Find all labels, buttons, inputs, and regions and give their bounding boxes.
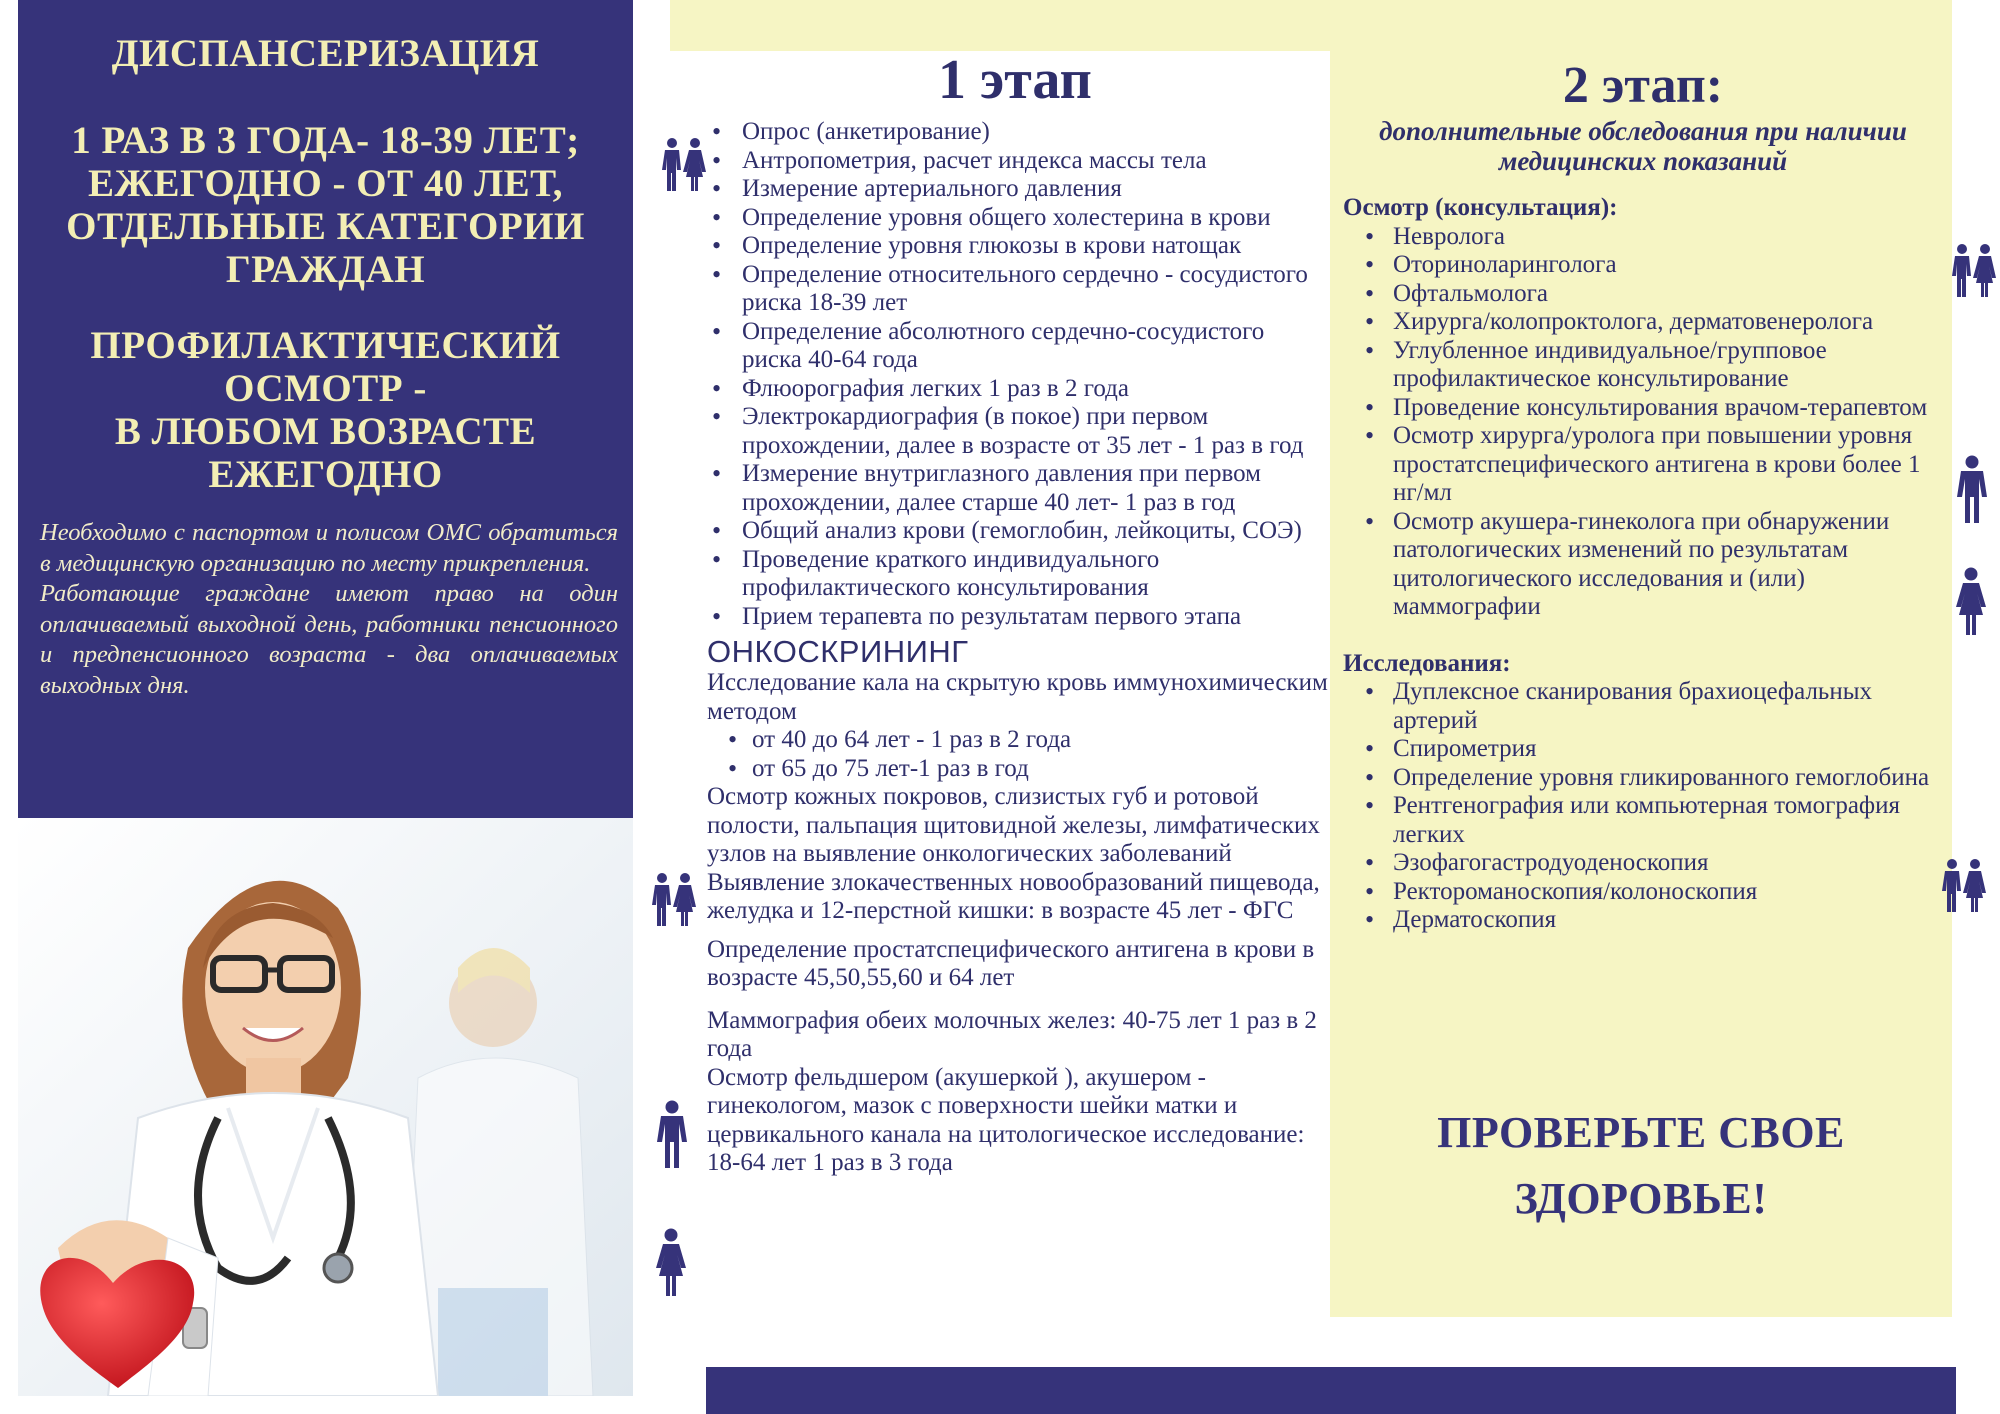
man-icon [655,1100,689,1170]
list-item: • Флюорография легких 1 раз в 2 года [700,375,1330,404]
doctor-illustration [18,818,633,1396]
list-item: • Спирометрия [1343,735,1943,764]
oncoscreening-title: ОНКОСКРИНИНГ [707,634,969,669]
list-item: • Хирурга/колопроктолога, дерматовенеролога [1343,308,1943,337]
heading-line: ПРОФИЛАКТИЧЕСКИЙ [90,324,561,367]
list-item: • Ректороманоскопия/колоноскопия [1343,878,1943,907]
mammography-text: Маммография обеих молочных желез: 40-75 лет 1 раз в 2 года [707,1006,1317,1062]
heading-line: ЕЖЕГОДНО [208,452,443,496]
list-item: • Осмотр хирурга/уролога при повышении уровня простатспецифического антигена в крови более 1 нг/мл [1343,422,1943,508]
woman-icon [652,1228,690,1298]
list-item: • Определение абсолютного сердечно-сосудистого риска 40-64 года [700,318,1330,375]
stage2-column [1343,58,1943,935]
woman-icon [1952,567,1990,637]
man-woman-icon [1940,858,1988,914]
feces-test-list [700,726,1330,783]
heading-line: ОСМОТР - [224,366,427,410]
list-item: • Определение уровня гликированного гемоглобина [1343,764,1943,793]
man-icon [1955,455,1989,525]
list-item: • Определение уровня глюкозы в крови натощак [700,232,1330,261]
list-item: • Измерение внутриглазного давления при первом прохождении, далее старше 40 лет- 1 раз в год [700,460,1330,517]
consultation-list [1343,223,1943,622]
research-list [1343,678,1943,935]
prophylactic-heading [18,325,633,497]
list-item: • Дуплексное сканирования брахиоцефальных артерий [1343,678,1943,735]
list-item: • Проведение краткого индивидуального профилактического консультирования [700,546,1330,603]
list-item: • Измерение артериального давления [700,175,1330,204]
man-woman-icon [1950,243,1998,299]
stage1-title: 1 этап [938,49,1092,111]
list-item: • Определение относительного сердечно - сосудистого риска 18-39 лет [700,261,1330,318]
note-paragraph: Работающие граждане имеют право на один оплачиваемый выходной день, работники пенсионного и предпенсионного возраста - два оплачиваемых выходных дня. [40,580,618,699]
list-item: • Осмотр акушера-гинеколога при обнаружении патологических изменений по результатам цитологического исследования и (или) маммографии [1343,508,1943,622]
stage2-subtitle: дополнительные обследования при наличии медицинских показаний [1379,116,1907,176]
stage2-title: 2 этап: [1562,57,1724,114]
list-item: • от 40 до 64 лет - 1 раз в 2 года [700,726,1330,755]
bottom-navy-bar [706,1367,1956,1414]
list-item: • Антропометрия, расчет индекса массы тела [700,147,1330,176]
callout-line: ПРОВЕРЬТЕ СВОЕ [1437,1108,1845,1157]
consultation-title: Осмотр (консультация): [1343,194,1618,221]
list-item: • Рентгенография или компьютерная томография легких [1343,792,1943,849]
man-woman-icon [650,872,698,928]
heading-line: В ЛЮБОМ ВОЗРАСТЕ [114,409,537,453]
heading-line: ДИСПАНСЕРИЗАЦИЯ [111,32,540,75]
stage1-column [700,50,1330,1178]
list-item: • Оториноларинголога [1343,251,1943,280]
note-paragraph: Необходимо с паспортом и полисом ОМС обратиться в медицинскую организацию по месту прикрепления. [40,519,618,577]
feces-test-text: Исследование кала на скрытую кровь иммунохимическим методом [707,669,1328,725]
esophagus-screening-text: Выявление злокачественных новообразований пищевода, желудка и 12-перстной кишки: в возрасте 45 лет - ФГС [707,868,1320,924]
list-item: • Углубленное индивидуальное/групповое профилактическое консультирование [1343,337,1943,394]
top-yellow-strip [670,0,1952,51]
list-item: • Определение уровня общего холестерина в крови [700,204,1330,233]
gynecology-text: Осмотр фельдшером (акушеркой ), акушером - гинекологом, мазок с поверхности шейки матки и цервикального канала на цитологическое исследование: 18-64 лет 1 раз в 3 года [707,1063,1305,1176]
check-health-callout [1330,1100,1952,1232]
heading-line: 1 РАЗ В 3 ГОДА- 18-39 ЛЕТ; [71,118,580,162]
list-item: • Офтальмолога [1343,280,1943,309]
heading-line: ГРАЖДАН [225,247,426,291]
heading-line: ЕЖЕГОДНО - ОТ 40 ЛЕТ, [87,161,564,205]
dispanserization-heading [18,33,633,291]
man-woman-icon [660,137,708,193]
list-item: • Прием терапевта по результатам первого этапа [700,603,1330,632]
skin-exam-text: Осмотр кожных покровов, слизистых губ и ротовой полости, пальпация щитовидной железы, лимфатических узлов на выявление онкологических заболеваний [707,783,1320,867]
callout-line: ЗДОРОВЬЕ! [1514,1174,1768,1223]
list-item: • Эзофагогастродуоденоскопия [1343,849,1943,878]
research-title: Исследования: [1343,649,1511,677]
list-item: • Невролога [1343,223,1943,252]
list-item: • Проведение консультирования врачом-терапевтом [1343,394,1943,423]
heading-line: ОТДЕЛЬНЫЕ КАТЕГОРИИ [66,204,585,248]
instructions-note [40,518,618,701]
stage1-list [700,118,1330,631]
list-item: • Общий анализ крови (гемоглобин, лейкоциты, СОЭ) [700,517,1330,546]
list-item: • Электрокардиография (в покое) при первом прохождении, далее в возрасте от 35 лет - 1 раз в год [700,403,1330,460]
psa-text: Определение простатспецифического антигена в крови в возрасте 45,50,55,60 и 64 лет [707,935,1315,991]
list-item: • Дерматоскопия [1343,906,1943,935]
list-item: • Опрос (анкетирование) [700,118,1330,147]
left-info-panel [18,0,633,818]
doctor-photo [18,818,633,1396]
list-item: • от 65 до 75 лет-1 раз в год [700,755,1330,784]
